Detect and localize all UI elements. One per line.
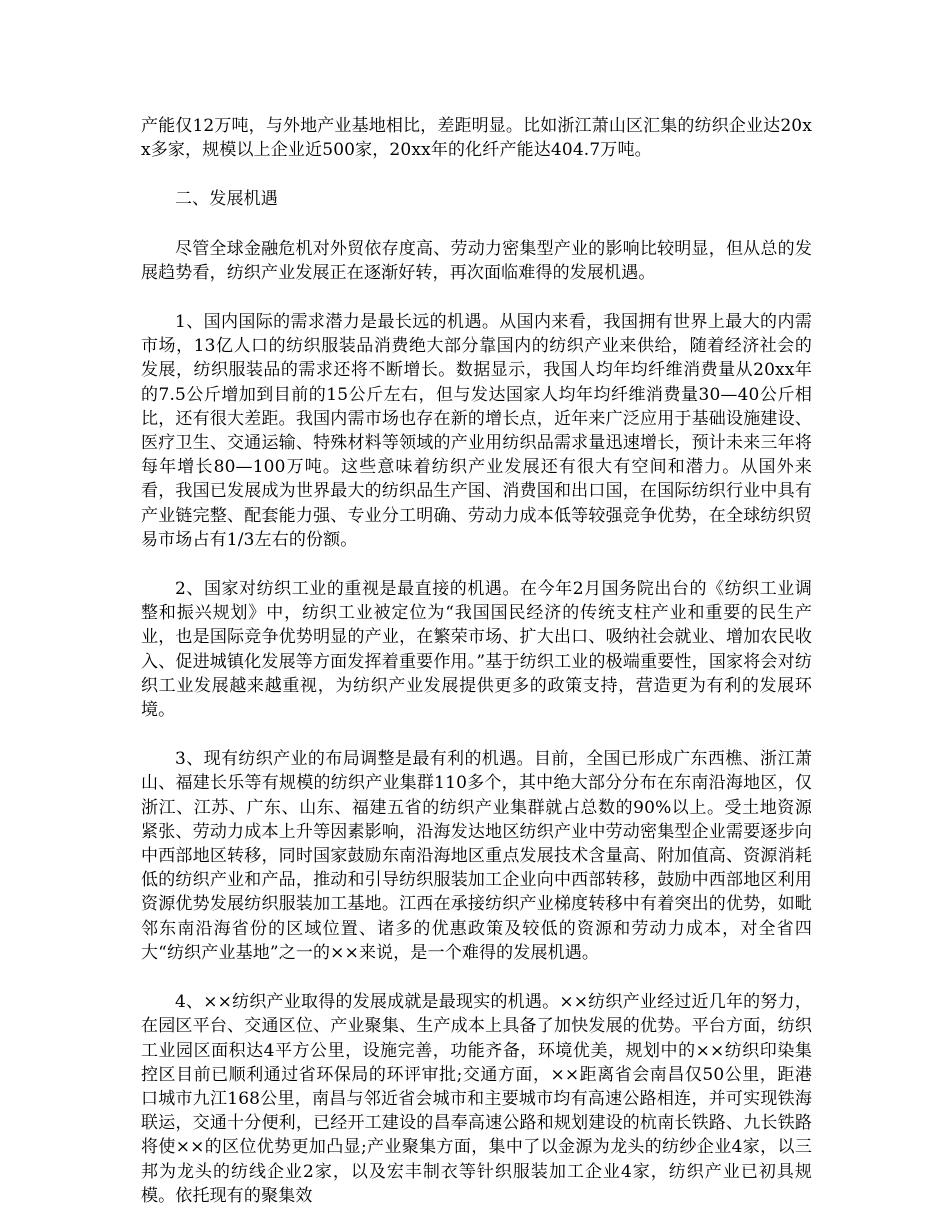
paragraph-opportunity-2: 2、国家对纺织工业的重视是最直接的机遇。在今年2月国务院出台的《纺织工业调整和振兴规划》中，纺织工业被定位为“我国国民经济的传统支柱产业和重要的民生产业，也是国际竞争优势明显的产业，在繁荣市场、扩大出口、吸纳社会就业、增加农民收入、促进城镇化发展等方面发挥着重要作用。”基于纺织工业的极端重要性，国家将会对纺织工业发展越来越重视，为纺织产业发展提供更多的政策支持，营造更为有利的发展环境。: [141, 579, 812, 721]
paragraph-opportunity-3: 3、现有纺织产业的布局调整是最有利的机遇。目前，全国已形成广东西樵、浙江萧山、福建长乐等有规模的纺织产业集群110多个，其中绝大部分分布在东南沿海地区，仅浙江、江苏、广东、山东、福建五省的纺织产业集群就占总数的90%以上。受土地资源紧张、劳动力成本上升等因素影响，沿海发达地区纺织产业中劳动密集型企业需要逐步向中西部地区转移，同时国家鼓励东南沿海地区重点发展技术含量高、附加值高、资源消耗低的纺织产业和产品，推动和引导纺织服装加工企业向中西部转移，鼓励中西部地区利用资源优势发展纺织服装加工基地。江西在承接纺织产业梯度转移中有着突出的优势，如毗邻东南沿海省份的区域位置、诸多的优惠政策及较低的资源和劳动力成本，对全省四大“纺织产业基地”之一的××来说，是一个难得的发展机遇。: [141, 749, 812, 963]
section-heading-opportunities: 二、发展机遇: [175, 189, 278, 210]
paragraph-opportunity-intro: 尽管全球金融危机对外贸依存度高、劳动力密集型产业的影响比较明显，但从总的发展趋势看，纺织产业发展正在逐渐好转，再次面临难得的发展机遇。: [141, 238, 812, 283]
paragraph-capacity-comparison: 产能仅12万吨，与外地产业基地相比，差距明显。比如浙江萧山区汇集的纺织企业达20xx多家，规模以上企业近500家，20xx年的化纤产能达404.7万吨。: [141, 116, 812, 161]
paragraph-opportunity-4: 4、××纺织产业取得的发展成就是最现实的机遇。××纺织产业经过近几年的努力，在园区平台、交通区位、产业聚集、生产成本上具备了加快发展的优势。平台方面，纺织工业园区面积达4平方公里，设施完善，功能齐备，环境优美，规划中的××纺织印染集控区目前已顺利通过省环保局的环评审批;交通方面，××距离省会南昌仅50公里，距港口城市九江168公里，南昌与邻近省会城市和主要城市均有高速公路相连，并可实现铁海联运，交通十分便利，已经开工建设的昌奉高速公路和规划建设的杭南长铁路、九长铁路将使××的区位优势更加凸显;产业聚集方面，集中了以金源为龙头的纺纱企业4家，以三邦为龙头的纺线企业2家，以及宏丰制衣等针织服装加工企业4家，纺织产业已初具规模。依托现有的聚集效: [141, 992, 812, 1206]
paragraph-opportunity-1: 1、国内国际的需求潜力是最长远的机遇。从国内来看，我国拥有世界上最大的内需市场，13亿人口的纺织服装品消费绝大部分靠国内的纺织产业来供给，随着经济社会的发展，纺织服装品的需求还将不断增长。数据显示，我国人均年均纤维消费量从20xx年的7.5公斤增加到目前的15公斤左右，但与发达国家人均年均纤维消费量30—40公斤相比，还有很大差距。我国内需市场也存在新的增长点，近年来广泛应用于基础设施建设、医疗卫生、交通运输、特殊材料等领域的产业用纺织品需求量迅速增长，预计未来三年将每年增长80—100万吨。这些意味着纺织产业发展还有很大有空间和潜力。从国外来看，我国已发展成为世界最大的纺织品生产国、消费国和出口国，在国际纺织行业中具有产业链完整、配套能力强、专业分工明确、劳动力成本低等较强竞争优势，在全球纺织贸易市场占有1/3左右的份额。: [141, 312, 812, 550]
document-body: [141, 114, 812, 1208]
